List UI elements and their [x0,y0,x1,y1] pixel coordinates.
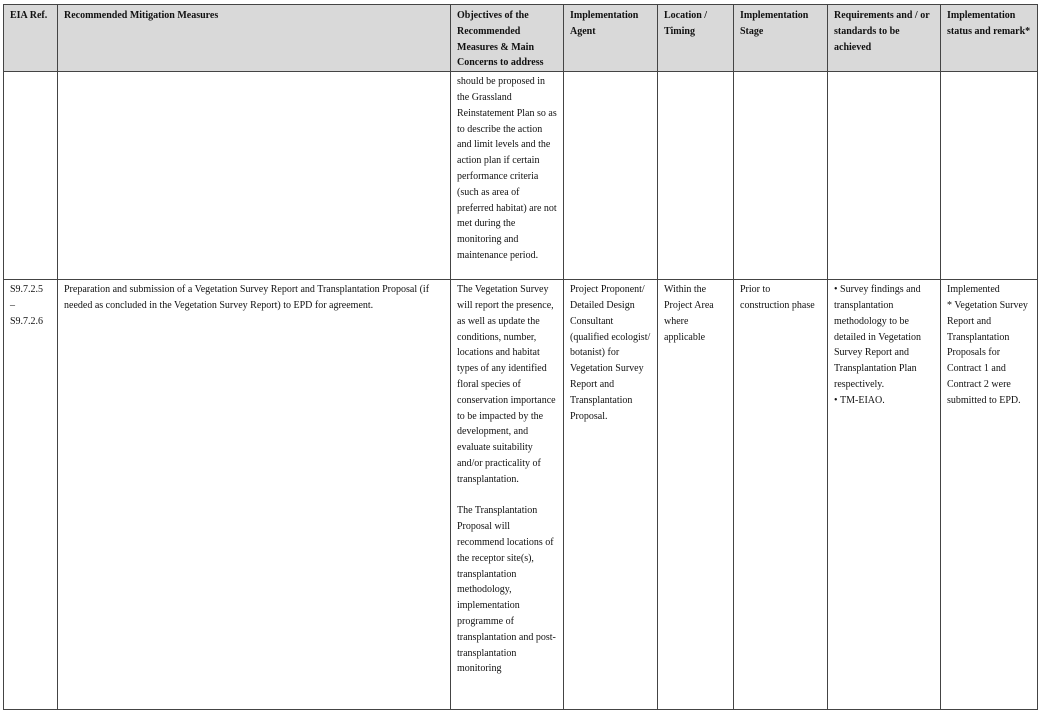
cell-location: Within the Project Area where applicable [658,280,734,710]
cell-measures: Preparation and submission of a Vegetation Survey Report and Transplantation Proposal (if needed as concluded in the Vegetation Survey Report) to EPD for agreement. [58,280,451,710]
cell-requirements [828,280,941,710]
cell-eia-ref [4,280,58,710]
status-label: Implemented [947,284,1000,296]
cell-objectives [451,280,564,710]
cell-location [658,72,734,280]
cell-requirements [828,72,941,280]
header-status: Implementation status and remark* [941,5,1038,72]
eia-ref-dash: – [10,299,15,311]
cell-eia-ref [4,72,58,280]
table-row [4,280,1038,710]
eia-ref-start: S9.7.2.5 [10,284,44,296]
cell-agent: Project Proponent/ Detailed Design Consultant (qualified ecologist/ botanist) for Vegetation Survey Report and Transplantation Proposal. [564,280,658,710]
header-stage: Implementation Stage [734,5,828,72]
cell-status [941,72,1038,280]
cell-measures [58,72,451,280]
objectives-paragraph-2: The Transplantation Proposal will recommend locations of the receptor site(s), transplantation methodology, implementation programme of transplantation and post-transplantation monitoring [457,505,556,675]
status-remark: * Vegetation Survey Report and Transplantation Proposals for Contract 1 and Contract 2 were submitted to EPD. [947,299,1028,406]
header-objectives: Objectives of the Recommended Measures & Main Concerns to address [451,5,564,72]
cell-stage [734,72,828,280]
table-row [4,72,1038,280]
header-agent: Implementation Agent [564,5,658,72]
header-row [4,5,1038,72]
requirements-bullet-1: • Survey findings and transplantation methodology to be detailed in Vegetation Survey Report and Transplantation Plan respectively. [834,282,934,393]
paragraph-gap [457,488,557,504]
cell-status [941,280,1038,710]
header-measures: Recommended Mitigation Measures [58,5,451,72]
header-location: Location / Timing [658,5,734,72]
header-eia-ref: EIA Ref. [4,5,58,72]
requirements-bullet-2: • TM-EIAO. [834,393,934,409]
mitigation-measures-table [3,4,1038,710]
header-requirements: Requirements and / or standards to be achieved [828,5,941,72]
objectives-paragraph-1: The Vegetation Survey will report the presence, as well as update the conditions, number, locations and habitat types of any identified floral species of conservation importance to be impacted by the development, and evaluate suitability and/or practicality of transplantation. [457,284,556,485]
cell-objectives: should be proposed in the Grassland Reinstatement Plan so as to describe the action and limit levels and the action plan if certain performance criteria (such as area of preferred habitat) are not met during the monitoring and maintenance period. [451,72,564,280]
eia-ref-end: S9.7.2.6 [10,315,44,327]
cell-stage: Prior to construction phase [734,280,828,710]
cell-agent [564,72,658,280]
